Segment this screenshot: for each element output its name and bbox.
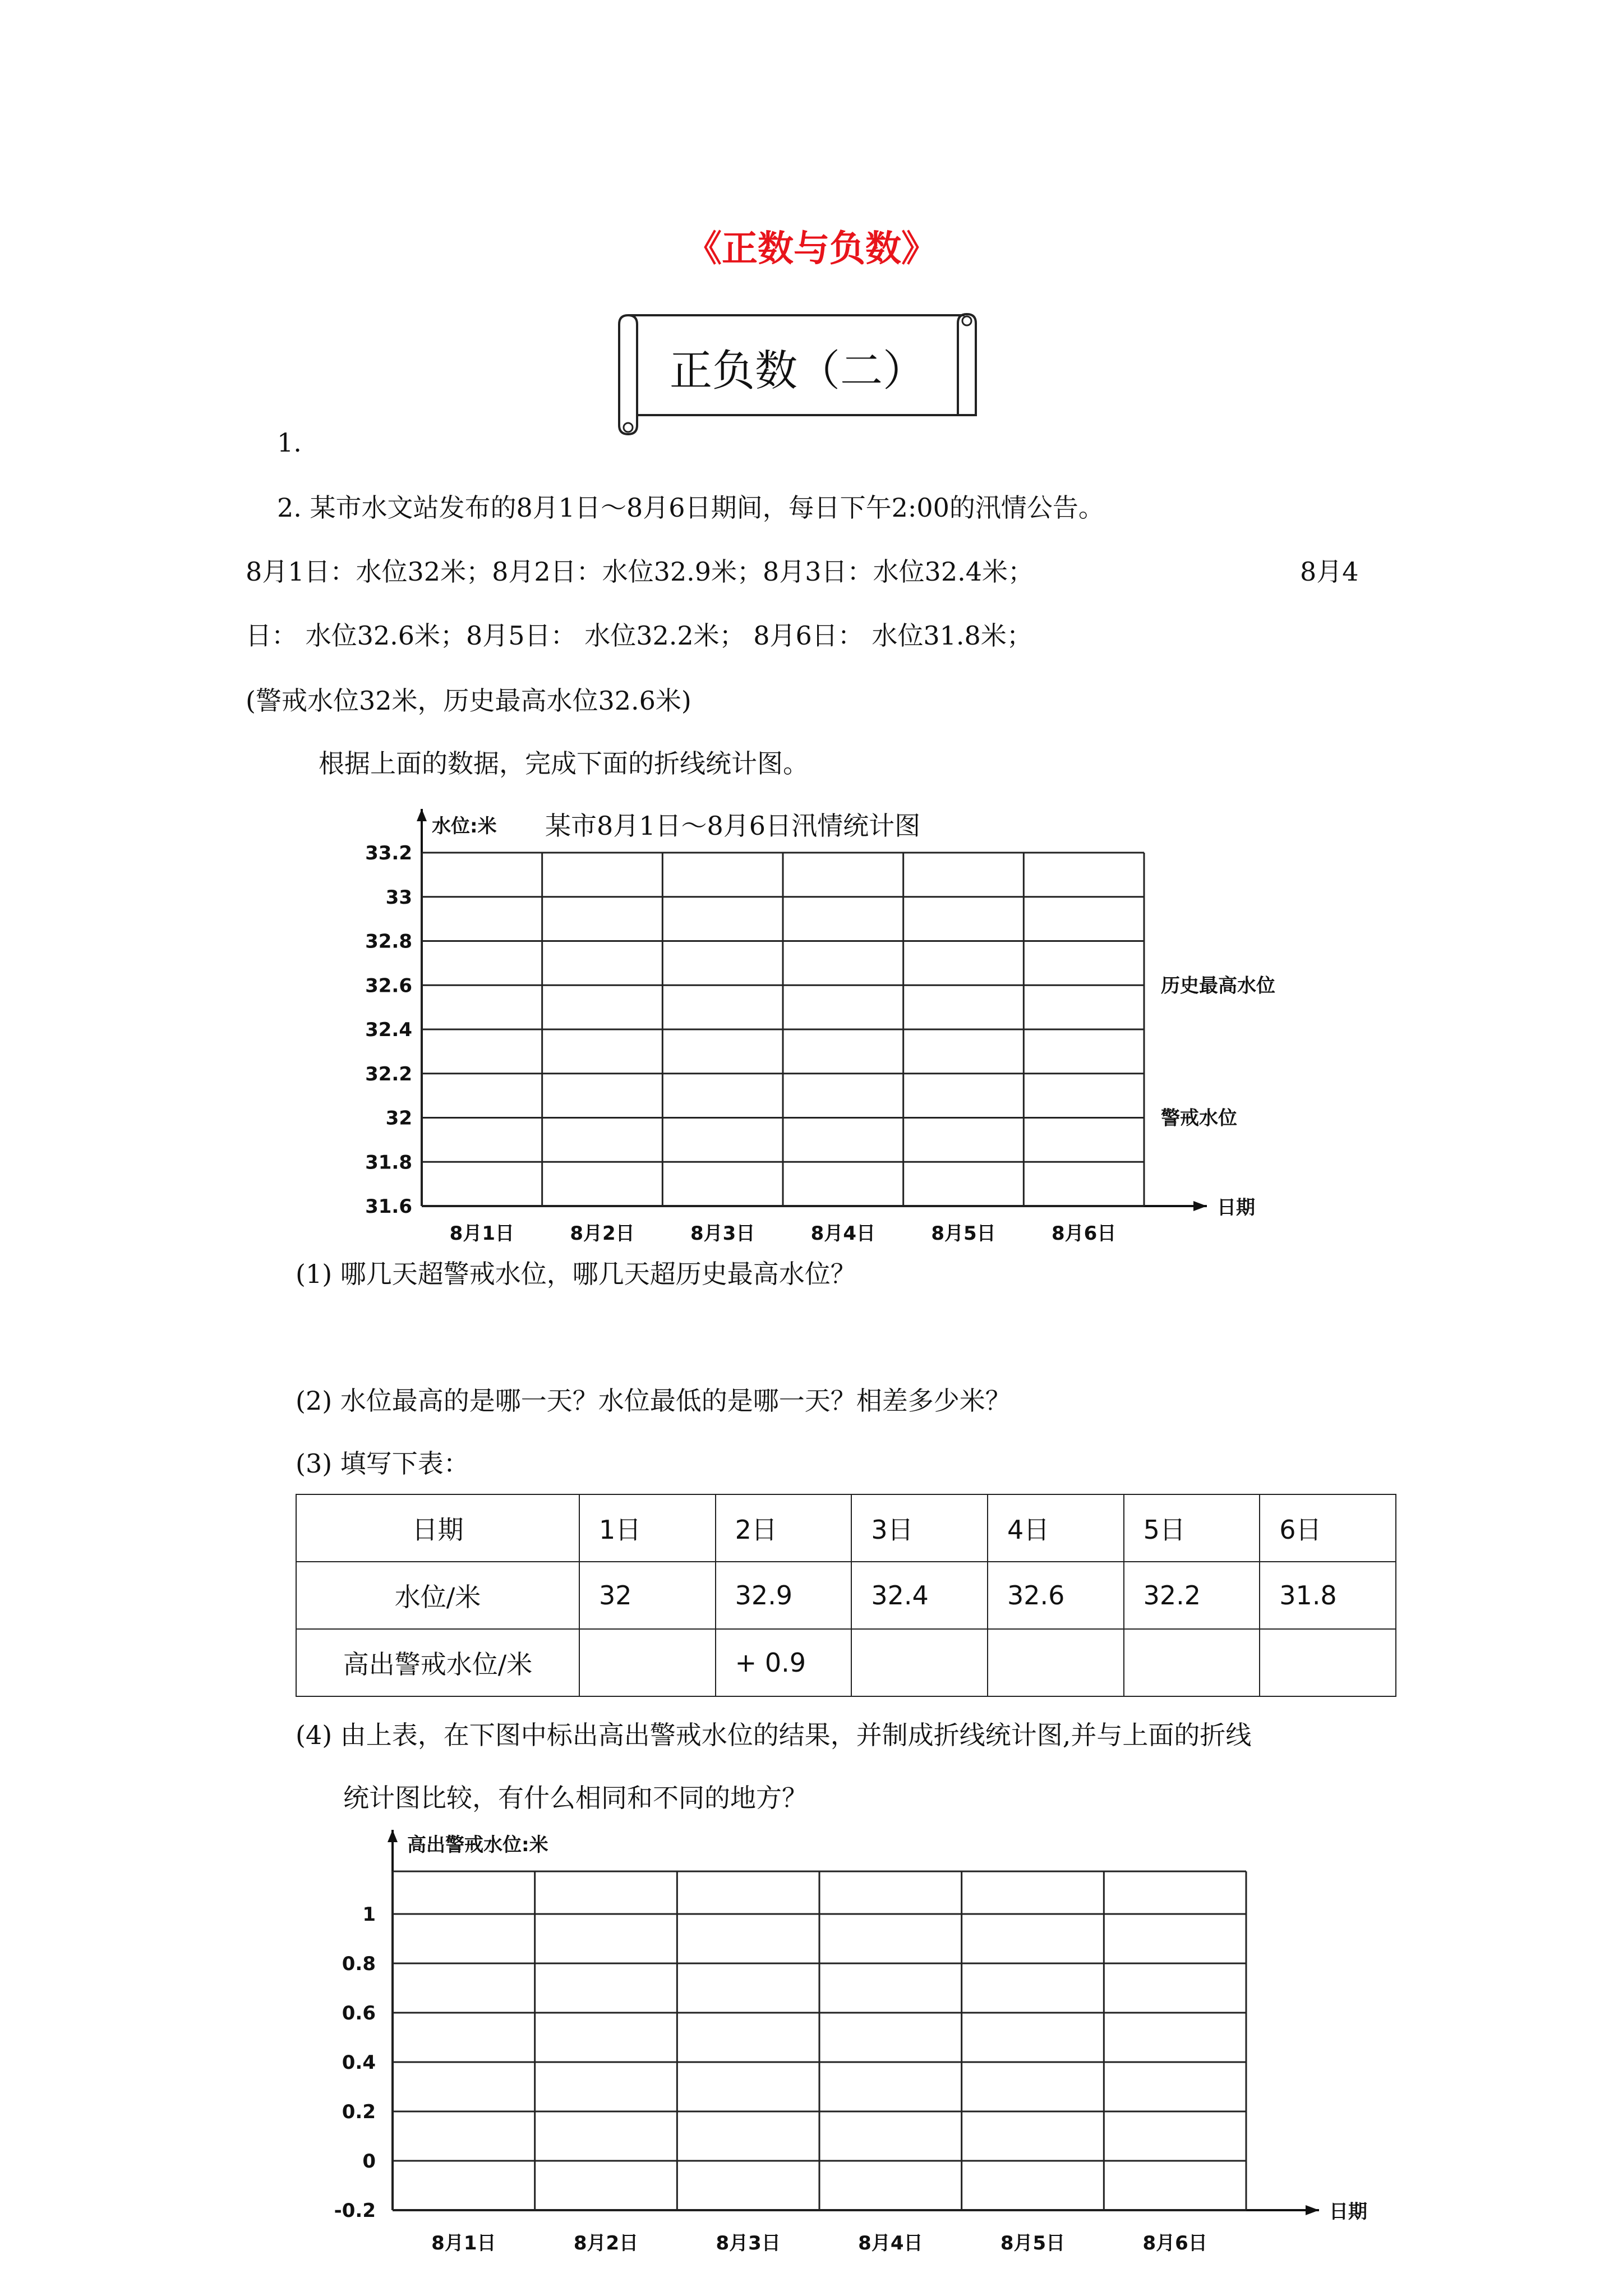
x-tick-label: 8月6日 xyxy=(1052,1222,1117,1245)
data-line-1: 8月1日：水位32米；8月2日：水位32.9米；8月3日：水位32.4米； xyxy=(246,556,1034,587)
data-line-2: 日： 水位32.6米；8月5日： 水位32.2米； 8月6日： 水位31.8米； xyxy=(246,620,1032,651)
sub-question-1: (1) 哪几天超警戒水位，哪几天超历史最高水位？ xyxy=(296,1259,856,1289)
table-cell: 6日 xyxy=(1260,1494,1396,1562)
y-tick-label: 0 xyxy=(362,2150,376,2173)
data-line-3: (警戒水位32米，历史最高水位32.6米) xyxy=(246,685,691,716)
chart-title: 某市8月1日～8月6日汛情统计图 xyxy=(545,811,921,841)
x-tick-label: 8月4日 xyxy=(810,1222,875,1245)
y-axis-label: 高出警戒水位:米 xyxy=(407,1834,548,1856)
sub-question-4: (4) 由上表，在下图中标出高出警戒水位的结果，并制成折线统计图,并与上面的折线 xyxy=(296,1720,1252,1750)
y-axis-arrow-icon xyxy=(417,809,427,821)
table-cell: 水位/米 xyxy=(296,1562,579,1629)
table-cell xyxy=(851,1629,988,1696)
y-tick-label: 32.4 xyxy=(365,1019,412,1041)
x-tick-label: 8月1日 xyxy=(431,2232,496,2254)
table-cell: 3日 xyxy=(851,1494,988,1562)
y-tick-label: 0.6 xyxy=(342,2002,376,2024)
y-tick-label: 0.2 xyxy=(342,2101,376,2123)
y-tick-label: 31.8 xyxy=(365,1151,412,1174)
sub-question-4-cont: 统计图比较，有什么相同和不同的地方？ xyxy=(343,1783,808,1813)
water-level-table xyxy=(296,1494,1396,1697)
x-tick-label: 8月1日 xyxy=(449,1222,514,1245)
table-cell: 32.6 xyxy=(988,1562,1124,1629)
x-tick-label: 8月6日 xyxy=(1142,2232,1207,2254)
reference-line-label: 警戒水位 xyxy=(1161,1107,1237,1130)
table-cell xyxy=(988,1629,1124,1696)
data-line-1-end: 8月4 xyxy=(1300,556,1359,587)
table-row xyxy=(296,1629,1396,1696)
y-tick-label: -0.2 xyxy=(334,2200,376,2222)
y-tick-label: 0.8 xyxy=(342,1953,376,1975)
table-cell xyxy=(1124,1629,1260,1696)
x-tick-label: 8月2日 xyxy=(573,2232,639,2254)
table-cell: 32.2 xyxy=(1124,1562,1260,1629)
table-cell xyxy=(1260,1629,1396,1696)
y-tick-label: 32 xyxy=(385,1107,412,1130)
table-row xyxy=(296,1494,1396,1562)
y-tick-label: 0.4 xyxy=(342,2051,376,2074)
y-tick-label: 1 xyxy=(362,1903,376,1926)
reference-line-label: 历史最高水位 xyxy=(1161,974,1275,997)
x-axis-label: 日期 xyxy=(1329,2201,1367,2223)
table-cell: 1日 xyxy=(579,1494,716,1562)
y-tick-label: 32.6 xyxy=(365,974,412,997)
x-axis-label: 日期 xyxy=(1217,1197,1255,1219)
y-axis-label: 水位:米 xyxy=(432,815,497,838)
x-tick-label: 8月3日 xyxy=(716,2232,781,2254)
question-1: 1. xyxy=(277,427,302,458)
table-cell: 日期 xyxy=(296,1494,579,1562)
table-cell: 31.8 xyxy=(1260,1562,1396,1629)
question-2: 2. 某市水文站发布的8月1日～8月6日期间，每日下午2:00的汛情公告。 xyxy=(277,493,1104,523)
sub-question-2: (2) 水位最高的是哪一天？水位最低的是哪一天？相差多少米？ xyxy=(296,1386,1011,1416)
x-tick-label: 8月5日 xyxy=(931,1222,996,1245)
table-cell: 32 xyxy=(579,1562,716,1629)
x-tick-label: 8月4日 xyxy=(858,2232,923,2254)
table-cell: 2日 xyxy=(716,1494,852,1562)
table-cell: 5日 xyxy=(1124,1494,1260,1562)
x-tick-label: 8月5日 xyxy=(1000,2232,1066,2254)
y-tick-label: 31.6 xyxy=(365,1195,412,1218)
table-cell: 32.4 xyxy=(851,1562,988,1629)
section-subtitle: 正负数（二） xyxy=(670,346,925,395)
y-axis-arrow-icon xyxy=(388,1830,398,1842)
y-tick-label: 32.8 xyxy=(365,930,412,953)
document-title: 《正数与负数》 xyxy=(686,228,937,270)
x-tick-label: 8月2日 xyxy=(570,1222,635,1245)
table-row xyxy=(296,1562,1396,1629)
x-axis-arrow-icon xyxy=(1193,1201,1207,1211)
y-tick-label: 32.2 xyxy=(365,1062,412,1085)
table-cell: 高出警戒水位/米 xyxy=(296,1629,579,1696)
y-tick-label: 33 xyxy=(385,886,412,909)
y-tick-label: 33.2 xyxy=(365,842,412,864)
table-cell: 32.9 xyxy=(716,1562,852,1629)
table-cell: 4日 xyxy=(988,1494,1124,1562)
instruction-text: 根据上面的数据，完成下面的折线统计图。 xyxy=(319,748,809,779)
x-tick-label: 8月3日 xyxy=(690,1222,755,1245)
table-cell xyxy=(579,1629,716,1696)
table-cell: + 0.9 xyxy=(716,1629,852,1696)
sub-question-3: (3) 填写下表： xyxy=(296,1448,469,1479)
x-axis-arrow-icon xyxy=(1306,2205,1319,2215)
